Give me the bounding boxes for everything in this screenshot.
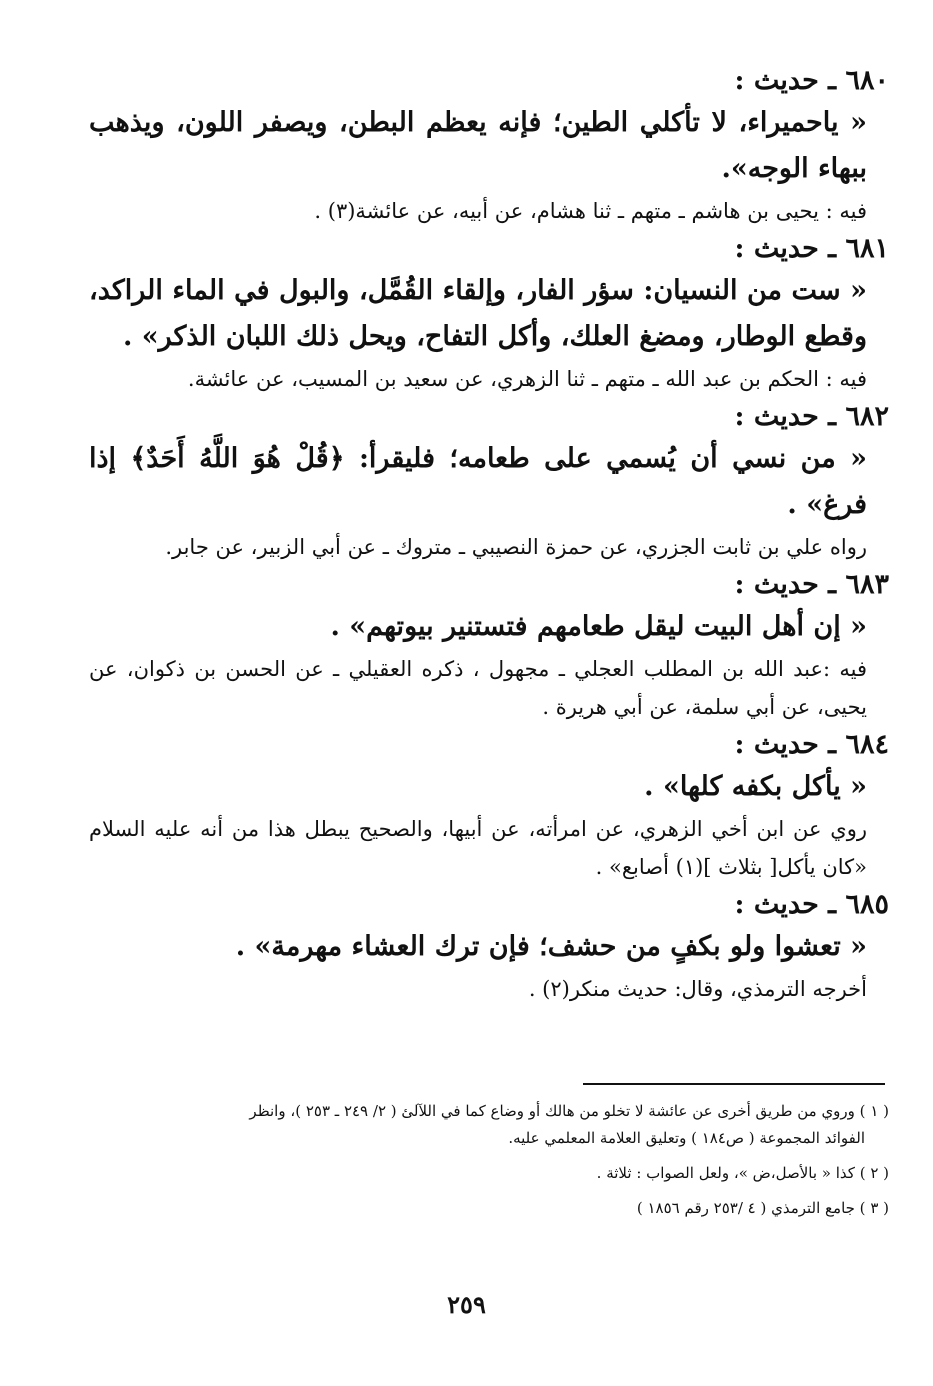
hadith-note: فيه : يحيى بن هاشم ـ متهم ـ ثنا هشام، عن أبيه، عن عائشة(٣) . (314, 199, 867, 223)
hadith-note: أخرجه الترمذي، وقال: حديث منكر(٢) . (528, 977, 867, 1001)
footnote-text: ( ٣ ) جامع الترمذي ( ٤ /٢٥٣ رقم ١٨٥٦ ) (636, 1199, 889, 1217)
hadith-681 (89, 230, 889, 398)
hadith-684 (89, 726, 889, 886)
hadith-note: رواه علي بن ثابت الجزري، عن حمزة النصيبي ـ متروك ـ عن أبي الزبير، عن جابر. (165, 535, 867, 559)
hadith-text: « ست من النسيان: سؤر الفار، وإلقاء القُمَّل، والبول في الماء الراكد، وقطع الوطار، ومضغ العلك، وأكل التفاح، ويحل ذلك اللبان الذكر» . (89, 275, 867, 352)
footnote-2 (89, 1160, 889, 1187)
hadith-heading: ٦٨٣ ـ حديث : (734, 569, 889, 600)
footnote-continuation: الفوائد المجموعة ( ص١٨٤ ) وتعليق العلامة المعلمي عليه. (508, 1129, 865, 1147)
hadith-text: « تعشوا ولو بكفٍ من حشف؛ فإن ترك العشاء مهرمة» . (235, 931, 867, 962)
hadith-heading: ٦٨٥ ـ حديث : (734, 889, 889, 920)
hadith-685 (89, 886, 889, 1008)
hadith-683 (89, 566, 889, 726)
footnote-text: ( ١ ) وروي من طريق أخرى عن عائشة لا تخلو من هالك أو وضاع كما في اللآلئ ( ٢/ ٢٤٩ ـ ٢٥٣ )، وانظر (249, 1102, 889, 1120)
footnotes (89, 1098, 889, 1230)
footnote-divider (583, 1083, 885, 1085)
hadith-note: روي عن ابن أخي الزهري، عن امرأته، عن أبيها، والصحيح يبطل هذا من أنه عليه السلام «كان يأكل[ بثلاث ](١) أصابع» . (89, 817, 867, 879)
footnote-3 (89, 1195, 889, 1222)
hadith-text: « من نسي أن يُسمي على طعامه؛ فليقرأ: ﴿قُلْ هُوَ اللَّهُ أَحَدٌ﴾ إذا فرغ» . (89, 443, 867, 520)
hadith-heading: ٦٨٠ ـ حديث : (734, 65, 889, 96)
hadith-text: « يأكل بكفه كلها» . (644, 771, 867, 802)
footnote-1 (89, 1098, 889, 1152)
hadith-note: فيه :عبد الله بن المطلب العجلي ـ مجهول ، ذكره العقيلي ـ عن الحسن بن ذكوان، عن يحيى، عن أبي سلمة، عن أبي هريرة . (89, 657, 867, 719)
hadith-text: « إن أهل البيت ليقل طعامهم فتستنير بيوتهم» . (330, 611, 867, 642)
page-number: ٢٥٩ (447, 1290, 486, 1319)
hadith-note: فيه : الحكم بن عبد الله ـ متهم ـ ثنا الزهري، عن سعيد بن المسيب، عن عائشة. (187, 367, 867, 391)
hadith-680 (89, 62, 889, 230)
main-text (89, 62, 889, 1008)
hadith-heading: ٦٨١ ـ حديث : (734, 233, 889, 264)
hadith-text: « ياحميراء، لا تأكلي الطين؛ فإنه يعظم البطن، ويصفر اللون، ويذهب ببهاء الوجه». (89, 107, 867, 184)
footnote-text: ( ٢ ) كذا « بالأصل،ض »، ولعل الصواب : ثلاثة . (596, 1164, 889, 1182)
hadith-682 (89, 398, 889, 566)
hadith-heading: ٦٨٤ ـ حديث : (734, 729, 889, 760)
hadith-heading: ٦٨٢ ـ حديث : (734, 401, 889, 432)
